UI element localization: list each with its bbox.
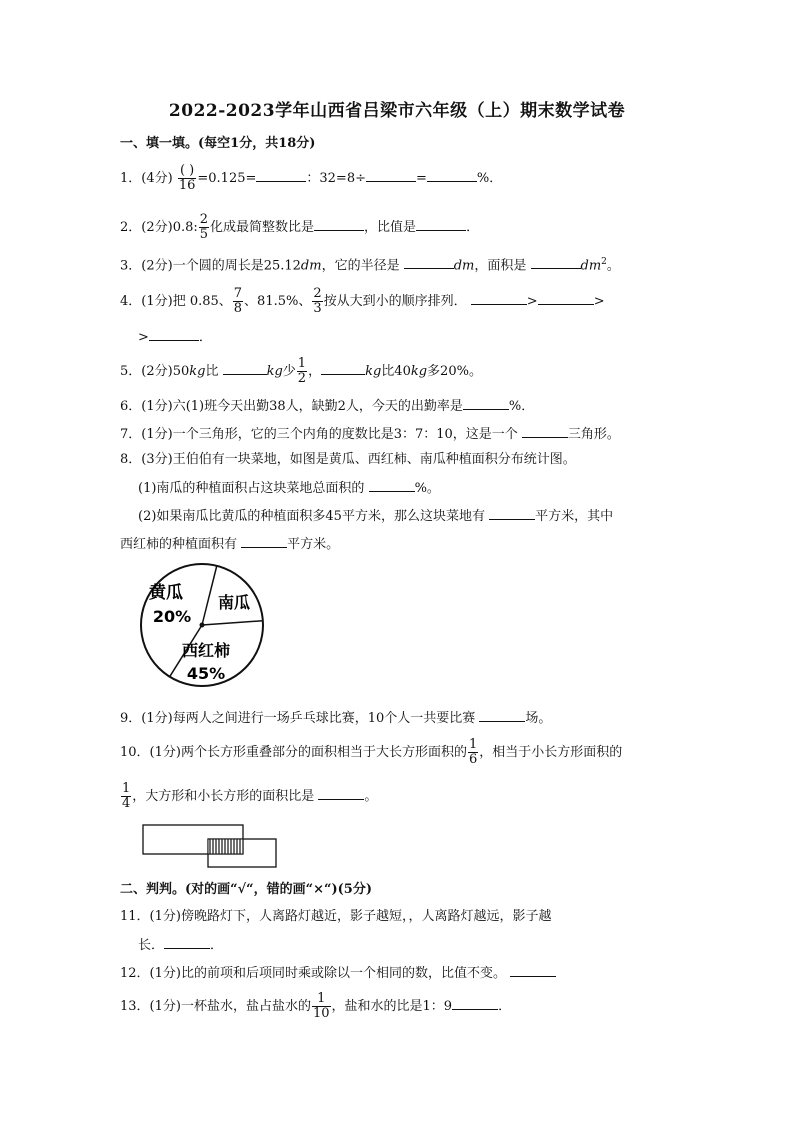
section-heading-1: 一、填一填。(每空1分，共18分): [120, 136, 316, 151]
question-12: 12．(1分)比的前项和后项同时乘或除以一个相同的数，比值不变。: [120, 962, 556, 984]
question-8-part-2-continued: 西红柿的种植面积有 平方米。: [120, 533, 339, 555]
answer-blank[interactable]: [522, 423, 568, 438]
question-11: 11．(1分)傍晚路灯下，人离路灯越近，影子越短，，人离路灯越远，影子越: [120, 909, 552, 924]
fraction-1-4: $\frac{1}{4}$: [122, 781, 131, 811]
label-cucumber: 黄瓜: [149, 583, 183, 603]
answer-blank[interactable]: [452, 995, 498, 1010]
question-7: 7．(1分)一个三角形，它的三个内角的度数比是3：7：10，这是一个 三角形。: [120, 423, 620, 445]
label-pumpkin: 南瓜: [217, 593, 251, 612]
answer-blank[interactable]: [241, 533, 287, 548]
question-9: 9．(1分)每两人之间进行一场乒乓球比赛，10个人一共要比赛 场。: [120, 707, 551, 729]
fraction-2-3: $\frac{2}{3}$: [313, 286, 322, 316]
answer-blank[interactable]: [321, 360, 365, 375]
answer-blank[interactable]: [427, 167, 477, 182]
pie-chart: [136, 558, 268, 692]
overlap-area: [209, 840, 243, 854]
pie-center-dot: [200, 623, 205, 628]
question-8-part-1: (1)南瓜的种植面积占这块菜地总面积的 %。: [138, 477, 440, 499]
label-tomato-percent: 45%: [186, 664, 226, 683]
answer-blank[interactable]: [314, 216, 364, 231]
answer-blank[interactable]: [369, 477, 415, 492]
question-5: 5．(2分)50kg比 kg少 $\frac{1}{2}$ ， kg比40kg多20%。: [120, 356, 482, 386]
answer-blank[interactable]: [164, 934, 210, 949]
answer-blank[interactable]: [416, 216, 466, 231]
fraction-blank-over-16: $\frac{( )}{16}$: [178, 163, 196, 193]
answer-blank[interactable]: [479, 707, 525, 722]
fraction-7-8: $\frac{7}{8}$: [233, 286, 243, 316]
section-heading-2: 二、判判。(对的画“√“，错的画“×“)(5分): [120, 882, 372, 897]
question-4-continued: > ．: [138, 326, 212, 348]
question-10-continued: $\frac{1}{4}$ ，大方形和小长方形的面积比是 。: [122, 781, 378, 811]
fraction-1-10: $\frac{1}{10}$: [312, 991, 330, 1021]
fraction-1-2: $\frac{1}{2}$: [297, 356, 307, 386]
question-6: 6．(1分)六(1)班今天出勤38人，缺勤2人，今天的出勤率是 %．: [120, 395, 534, 417]
question-1: 1．(4分) $\frac{( )}{16}$ =0.125= ：32=8÷ = %．: [120, 163, 503, 193]
question-4: 4．(1分)把 0.85、 $\frac{7}{8}$ 、81.5%、 $\frac{2}{3}$ 按从大到小的顺序排列． > >: [120, 286, 605, 316]
page-title: 2022-2023学年山西省吕梁市六年级（上）期末数学试卷: [168, 101, 626, 121]
fraction-1-6: $\frac{1}{6}$: [468, 737, 478, 767]
pie-divider-南瓜: [202, 621, 263, 625]
overlapping-rectangles-diagram: [140, 822, 280, 870]
answer-blank[interactable]: [223, 360, 267, 375]
question-10: 10．(1分)两个长方形重叠部分的面积相当于大长方形面积的 $\frac{1}{6}$ ，相当于小长方形面积的: [120, 737, 623, 767]
label-tomato: 西红柿: [181, 641, 231, 660]
answer-blank[interactable]: [538, 290, 594, 305]
question-8: 8．(3分)王伯伯有一块菜地，如图是黄瓜、西红柿、南瓜种植面积分布统计图。: [120, 452, 576, 467]
answer-blank[interactable]: [366, 167, 416, 182]
fraction-2-5: $\frac{2}{5}$: [199, 212, 209, 242]
answer-blank[interactable]: [463, 395, 509, 410]
answer-blank[interactable]: [531, 254, 581, 269]
answer-blank[interactable]: [318, 785, 364, 800]
answer-blank[interactable]: [489, 505, 535, 520]
question-11-continued: 长． ．: [138, 934, 223, 956]
label-cucumber-percent: 20%: [152, 607, 192, 626]
question-8-part-2: (2)如果南瓜比黄瓜的种植面积多45平方米，那么这块菜地有 平方米，其中: [138, 505, 613, 527]
answer-blank[interactable]: [256, 167, 306, 182]
answer-blank[interactable]: [510, 962, 556, 977]
question-3: 3．(2分)一个圆的周长是25.12dm，它的半径是 dm，面积是 $dm^2$。: [120, 252, 620, 276]
question-13: 13．(1分)一杯盐水，盐占盐水的 $\frac{1}{10}$ ，盐和水的比是1：9 ．: [120, 991, 512, 1021]
answer-blank[interactable]: [404, 254, 454, 269]
question-2: 2．(2分)0.8: $\frac{2}{5}$ 化成最简整数比是 ，比值是 ．: [120, 212, 480, 242]
pie-divider-黄瓜: [202, 566, 217, 625]
answer-blank[interactable]: [149, 326, 199, 341]
answer-blank[interactable]: [471, 290, 527, 305]
